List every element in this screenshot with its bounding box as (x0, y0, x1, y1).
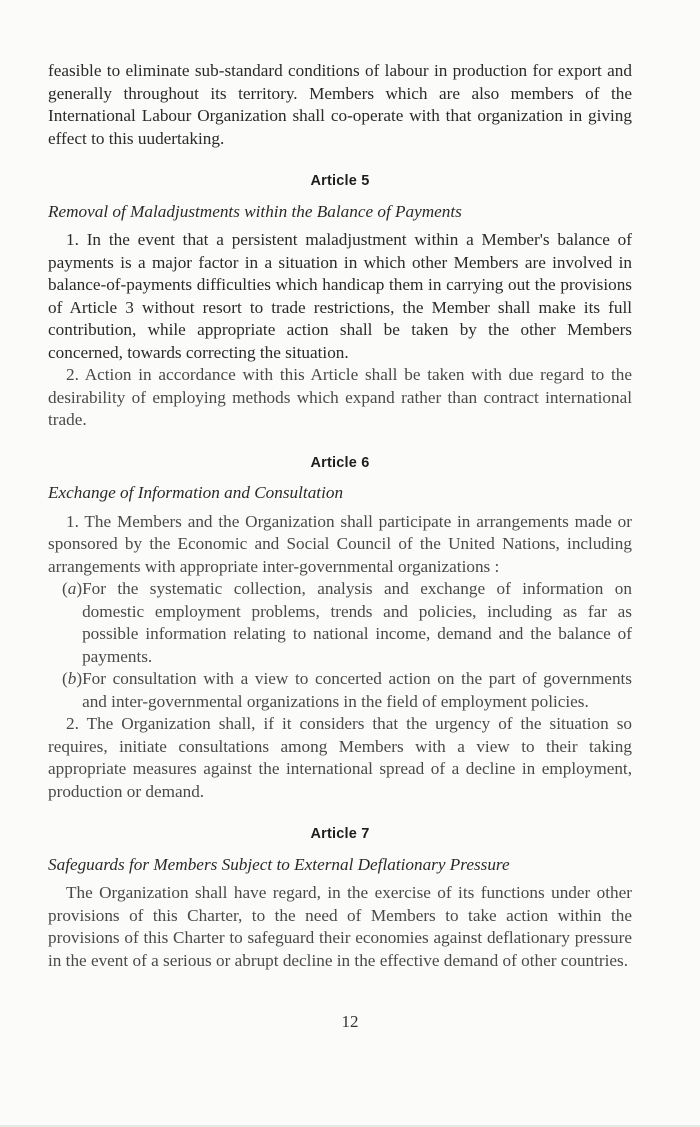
page-text (48, 60, 632, 972)
article-6-paragraph-2: 2. The Organization shall, if it considers that the urgency of the situation so requires, initiate consultations among Members with a view to their taking appropriate measures against the international spread of a decline in employment, production or demand. (48, 714, 632, 801)
article-6-item-b: (b) For consultation with a view to concerted action on the part of governments and inter-governmental organizations in the field of employment policies. (48, 668, 632, 713)
article-5-title: Removal of Maladjustments within the Balance of Payments (48, 201, 462, 221)
article-7-heading: Article 7 (310, 826, 370, 842)
article-5-paragraph-2: 2. Action in accordance with this Article shall be taken with due regard to the desirability of employing methods which expand rather than contract international trade. (48, 365, 632, 429)
page-number: 12 (341, 1012, 359, 1031)
item-b-text: For consultation with a view to concerted action on the part of governments and inter-governmental organizations in the field of employment policies. (82, 669, 632, 711)
item-a-label: a (67, 579, 77, 598)
article-5-paragraph-1: 1. In the event that a persistent maladjustment within a Member's balance of payments is a major factor in a situation in which other Members are involved in balance-of-payments difficulties which handicap them in carrying out the provisions of Article 3 without resort to trade restrictions, the Member shall make its full contribution, while appropriate action shall be taken by the other Members concerned, towards correcting the situation. (48, 230, 632, 362)
article-6-heading: Article 6 (310, 454, 370, 471)
article-6-title: Exchange of Information and Consultation (48, 483, 344, 502)
article-6-paragraph-1: 1. The Members and the Organization shall participate in arrangements made or sponsored by the Economic and Social Council of the United Nations, including arrangements with appropriate inter-governmental organizations : (48, 511, 632, 576)
article-6-item-a: (a) For the systematic collection, analysis and exchange of information on domestic employment problems, trends and policies, including as far as possible information relating to national income, demand and the balance of payments. (48, 578, 632, 668)
article-5-heading: Article 5 (310, 173, 370, 189)
item-a-text: For the systematic collection, analysis and exchange of information on domestic employment problems, trends and policies, including as far as possible information relating to national income, demand and the balance of payments. (82, 579, 632, 666)
article-7-title: Safeguards for Members Subject to External Deflationary Pressure (48, 854, 510, 874)
intro-paragraph: feasible to eliminate sub-standard conditions of labour in production for export and generally throughout its territory. Members which are also members of the International Labour Organization shall co-operate with that organization in giving effect to this uudertaking. (48, 61, 632, 148)
article-7-paragraph-1: The Organization shall have regard, in the exercise of its functions under other provisions of this Charter, to the need of Members to take action within the provisions of this Charter to safeguard their economies against deflationary pressure in the event of a serious or abrupt decline in the effective demand of other countries. (48, 883, 632, 970)
item-b-label: b (67, 669, 77, 688)
